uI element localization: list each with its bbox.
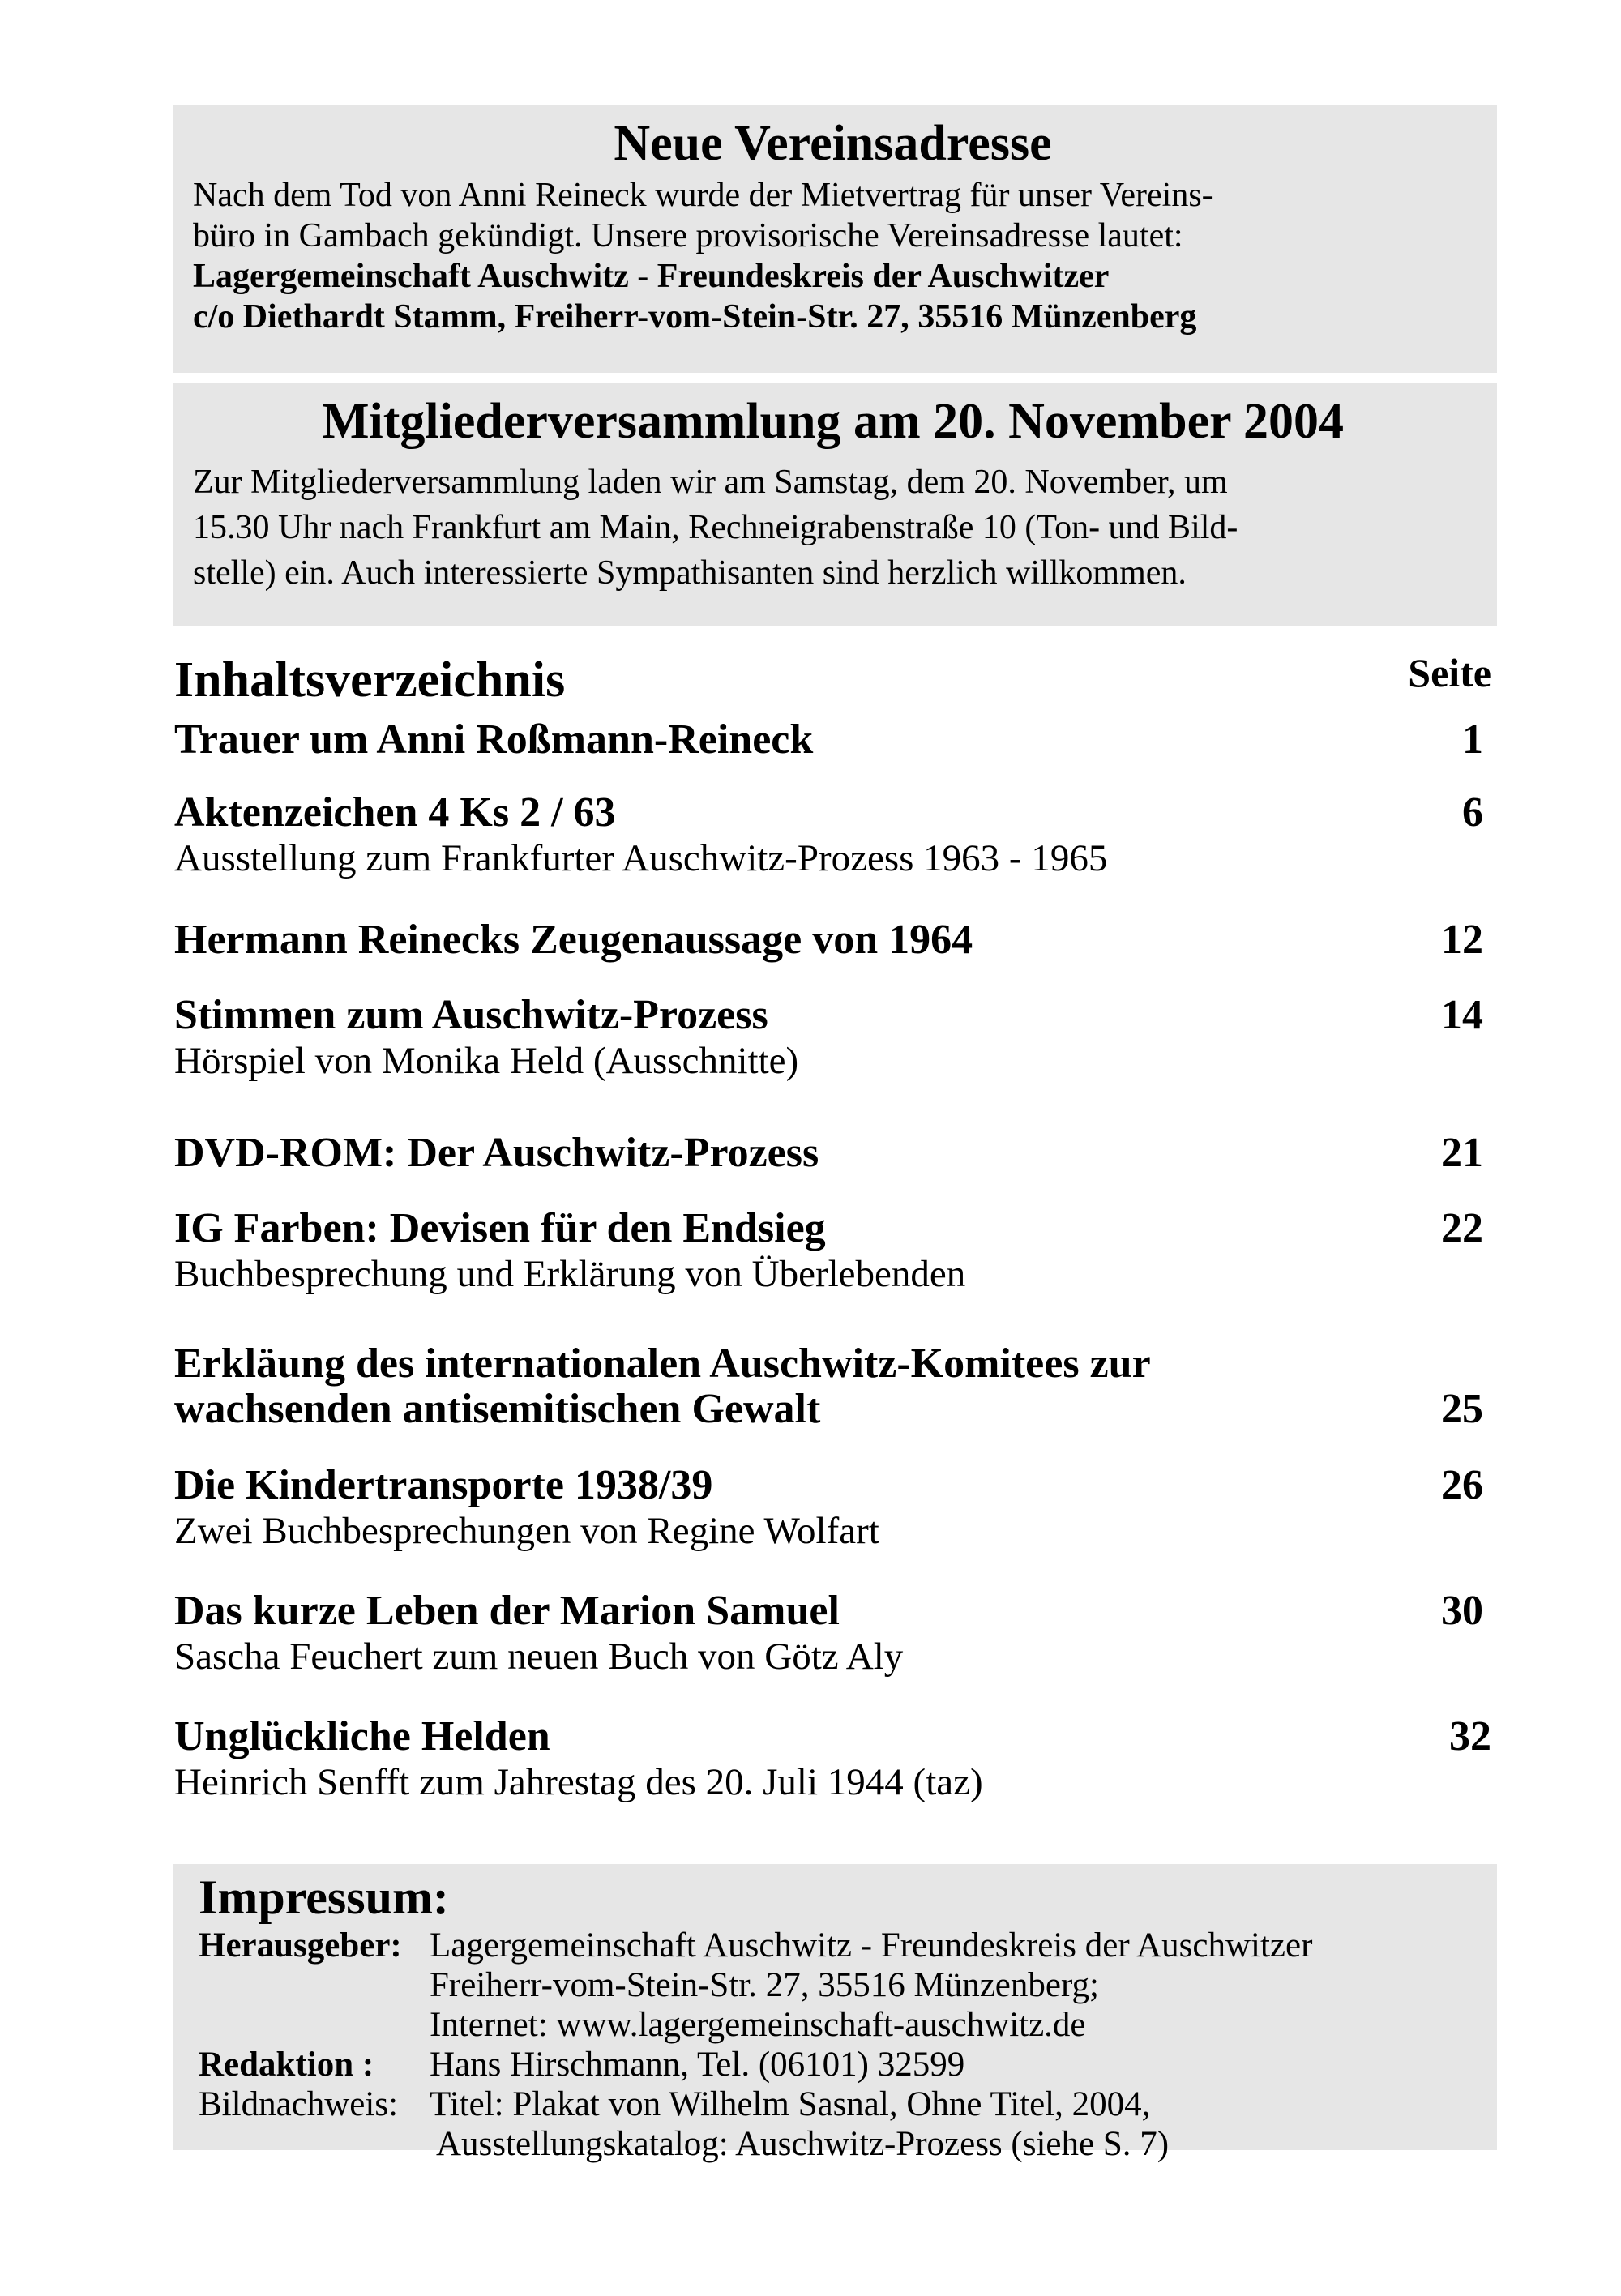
toc-entry[interactable]	[174, 717, 1491, 763]
toc-page-header: Seite	[1408, 650, 1491, 695]
toc-entry[interactable]	[174, 917, 1491, 963]
toc-entry-subtitle: Hörspiel von Monika Held (Ausschnitte)	[174, 1040, 799, 1082]
editor-row	[199, 2045, 1473, 2084]
toc-entry[interactable]	[174, 1588, 1491, 1679]
image-credit-row	[199, 2084, 1473, 2164]
editor-label: Redaktion :	[199, 2046, 374, 2084]
toc-entry-title: Erkläung des internationalen Auschwitz-Komitees zur	[174, 1340, 1151, 1387]
toc-entry[interactable]	[174, 1341, 1491, 1432]
toc-entry[interactable]	[174, 1714, 1491, 1805]
editor-value: Hans Hirschmann, Tel. (06101) 32599	[430, 2046, 965, 2084]
toc-entry-page: 1	[1462, 716, 1483, 763]
toc-entry-title: Die Kindertransporte 1938/39	[174, 1462, 713, 1508]
members-meeting-text-line: 15.30 Uhr nach Frankfurt am Main, Rechneigrabenstraße 10 (Ton- und Bild-	[193, 509, 1238, 546]
toc-entry-subtitle: Zwei Buchbesprechungen von Regine Wolfart	[174, 1510, 879, 1552]
toc-header	[174, 648, 1491, 712]
publisher-values	[430, 1926, 1312, 2045]
toc-entry-title: Trauer um Anni Roßmann-Reineck	[174, 716, 814, 763]
toc-entry-title: DVD-ROM: Der Auschwitz-Prozess	[174, 1130, 819, 1176]
toc-entry-page: 22	[1441, 1205, 1483, 1251]
toc-entry-page: 6	[1462, 789, 1483, 836]
publisher-line: Freiherr-vom-Stein-Str. 27, 35516 Münzenberg;	[430, 1966, 1099, 2004]
impressum-box	[173, 1864, 1497, 2163]
toc-entry-subtitle: Heinrich Senfft zum Jahrestag des 20. Juli 1944 (taz)	[174, 1761, 983, 1803]
toc-entry-title: IG Farben: Devisen für den Endsieg	[174, 1205, 826, 1251]
toc-entry[interactable]	[174, 1206, 1491, 1297]
association-address: c/o Diethardt Stamm, Freiherr-vom-Stein-Str. 27, 35516 Münzenberg	[193, 298, 1197, 336]
toc-entry-page: 25	[1441, 1386, 1483, 1432]
toc-entry-page: 14	[1441, 992, 1483, 1038]
new-address-text	[193, 175, 1473, 337]
new-address-text-line: Nach dem Tod von Anni Reineck wurde der Mietvertrag für unser Vereins-	[193, 177, 1213, 214]
members-meeting-title: Mitgliederversammlung am 20. November 2004	[321, 394, 1344, 449]
publisher-label: Herausgeber:	[199, 1926, 402, 1965]
toc-entry-title: Unglückliche Helden	[174, 1713, 550, 1759]
image-credit-line: Titel: Plakat von Wilhelm Sasnal, Ohne Titel, 2004,	[430, 2085, 1151, 2123]
toc-entry-page: 30	[1441, 1588, 1483, 1634]
members-meeting-text-line: stelle) ein. Auch interessierte Sympathisanten sind herzlich willkommen.	[193, 554, 1187, 592]
toc-title: Inhaltsverzeichnis	[174, 652, 566, 708]
new-address-box	[173, 105, 1497, 373]
toc-entry[interactable]	[174, 1131, 1491, 1176]
image-credit-label: Bildnachweis:	[199, 2085, 399, 2123]
toc-entry-subtitle: Sascha Feuchert zum neuen Buch von Götz Aly	[174, 1635, 904, 1678]
toc-entry-subtitle: Buchbesprechung und Erklärung von Überlebenden	[174, 1253, 966, 1295]
toc-entry-title-line2: wachsenden antisemitischen Gewalt	[174, 1386, 821, 1432]
toc-entry-title: Stimmen zum Auschwitz-Prozess	[174, 992, 768, 1038]
toc-entry[interactable]	[174, 993, 1491, 1084]
toc-entry-subtitle: Ausstellung zum Frankfurter Auschwitz-Prozess 1963 - 1965	[174, 837, 1108, 879]
new-address-text-line: büro in Gambach gekündigt. Unsere provisorische Vereinsadresse lautet:	[193, 217, 1183, 254]
publisher-line: Lagergemeinschaft Auschwitz - Freundeskreis der Auschwitzer	[430, 1926, 1313, 1965]
association-name: Lagergemeinschaft Auschwitz - Freundeskreis der Auschwitzer	[193, 258, 1110, 295]
toc-entry-page: 26	[1441, 1462, 1483, 1508]
toc-entry-page: 32	[1449, 1713, 1491, 1759]
editor-values	[430, 2045, 964, 2084]
members-meeting-box	[173, 383, 1497, 626]
toc-entry-page: 21	[1441, 1130, 1483, 1176]
impressum-title: Impressum:	[199, 1871, 449, 1924]
toc-entry-title: Das kurze Leben der Marion Samuel	[174, 1588, 840, 1634]
table-of-contents	[174, 648, 1491, 1803]
toc-entry[interactable]	[174, 790, 1491, 881]
toc-entry[interactable]	[174, 1463, 1491, 1554]
toc-entry-title: Hermann Reinecks Zeugenaussage von 1964	[174, 917, 973, 963]
image-credit-values	[430, 2084, 1169, 2164]
new-address-title: Neue Vereinsadresse	[614, 116, 1052, 171]
image-credit-line: Ausstellungskatalog: Auschwitz-Prozess (siehe S. 7)	[436, 2125, 1170, 2163]
toc-entry-title: Aktenzeichen 4 Ks 2 / 63	[174, 789, 616, 836]
members-meeting-text	[193, 460, 1473, 596]
toc-entry-page: 12	[1441, 917, 1483, 963]
publisher-website[interactable]: Internet: www.lagergemeinschaft-auschwitz.de	[430, 2006, 1086, 2044]
members-meeting-text-line: Zur Mitgliederversammlung laden wir am Samstag, dem 20. November, um	[193, 464, 1228, 501]
publisher-row	[199, 1926, 1473, 2045]
